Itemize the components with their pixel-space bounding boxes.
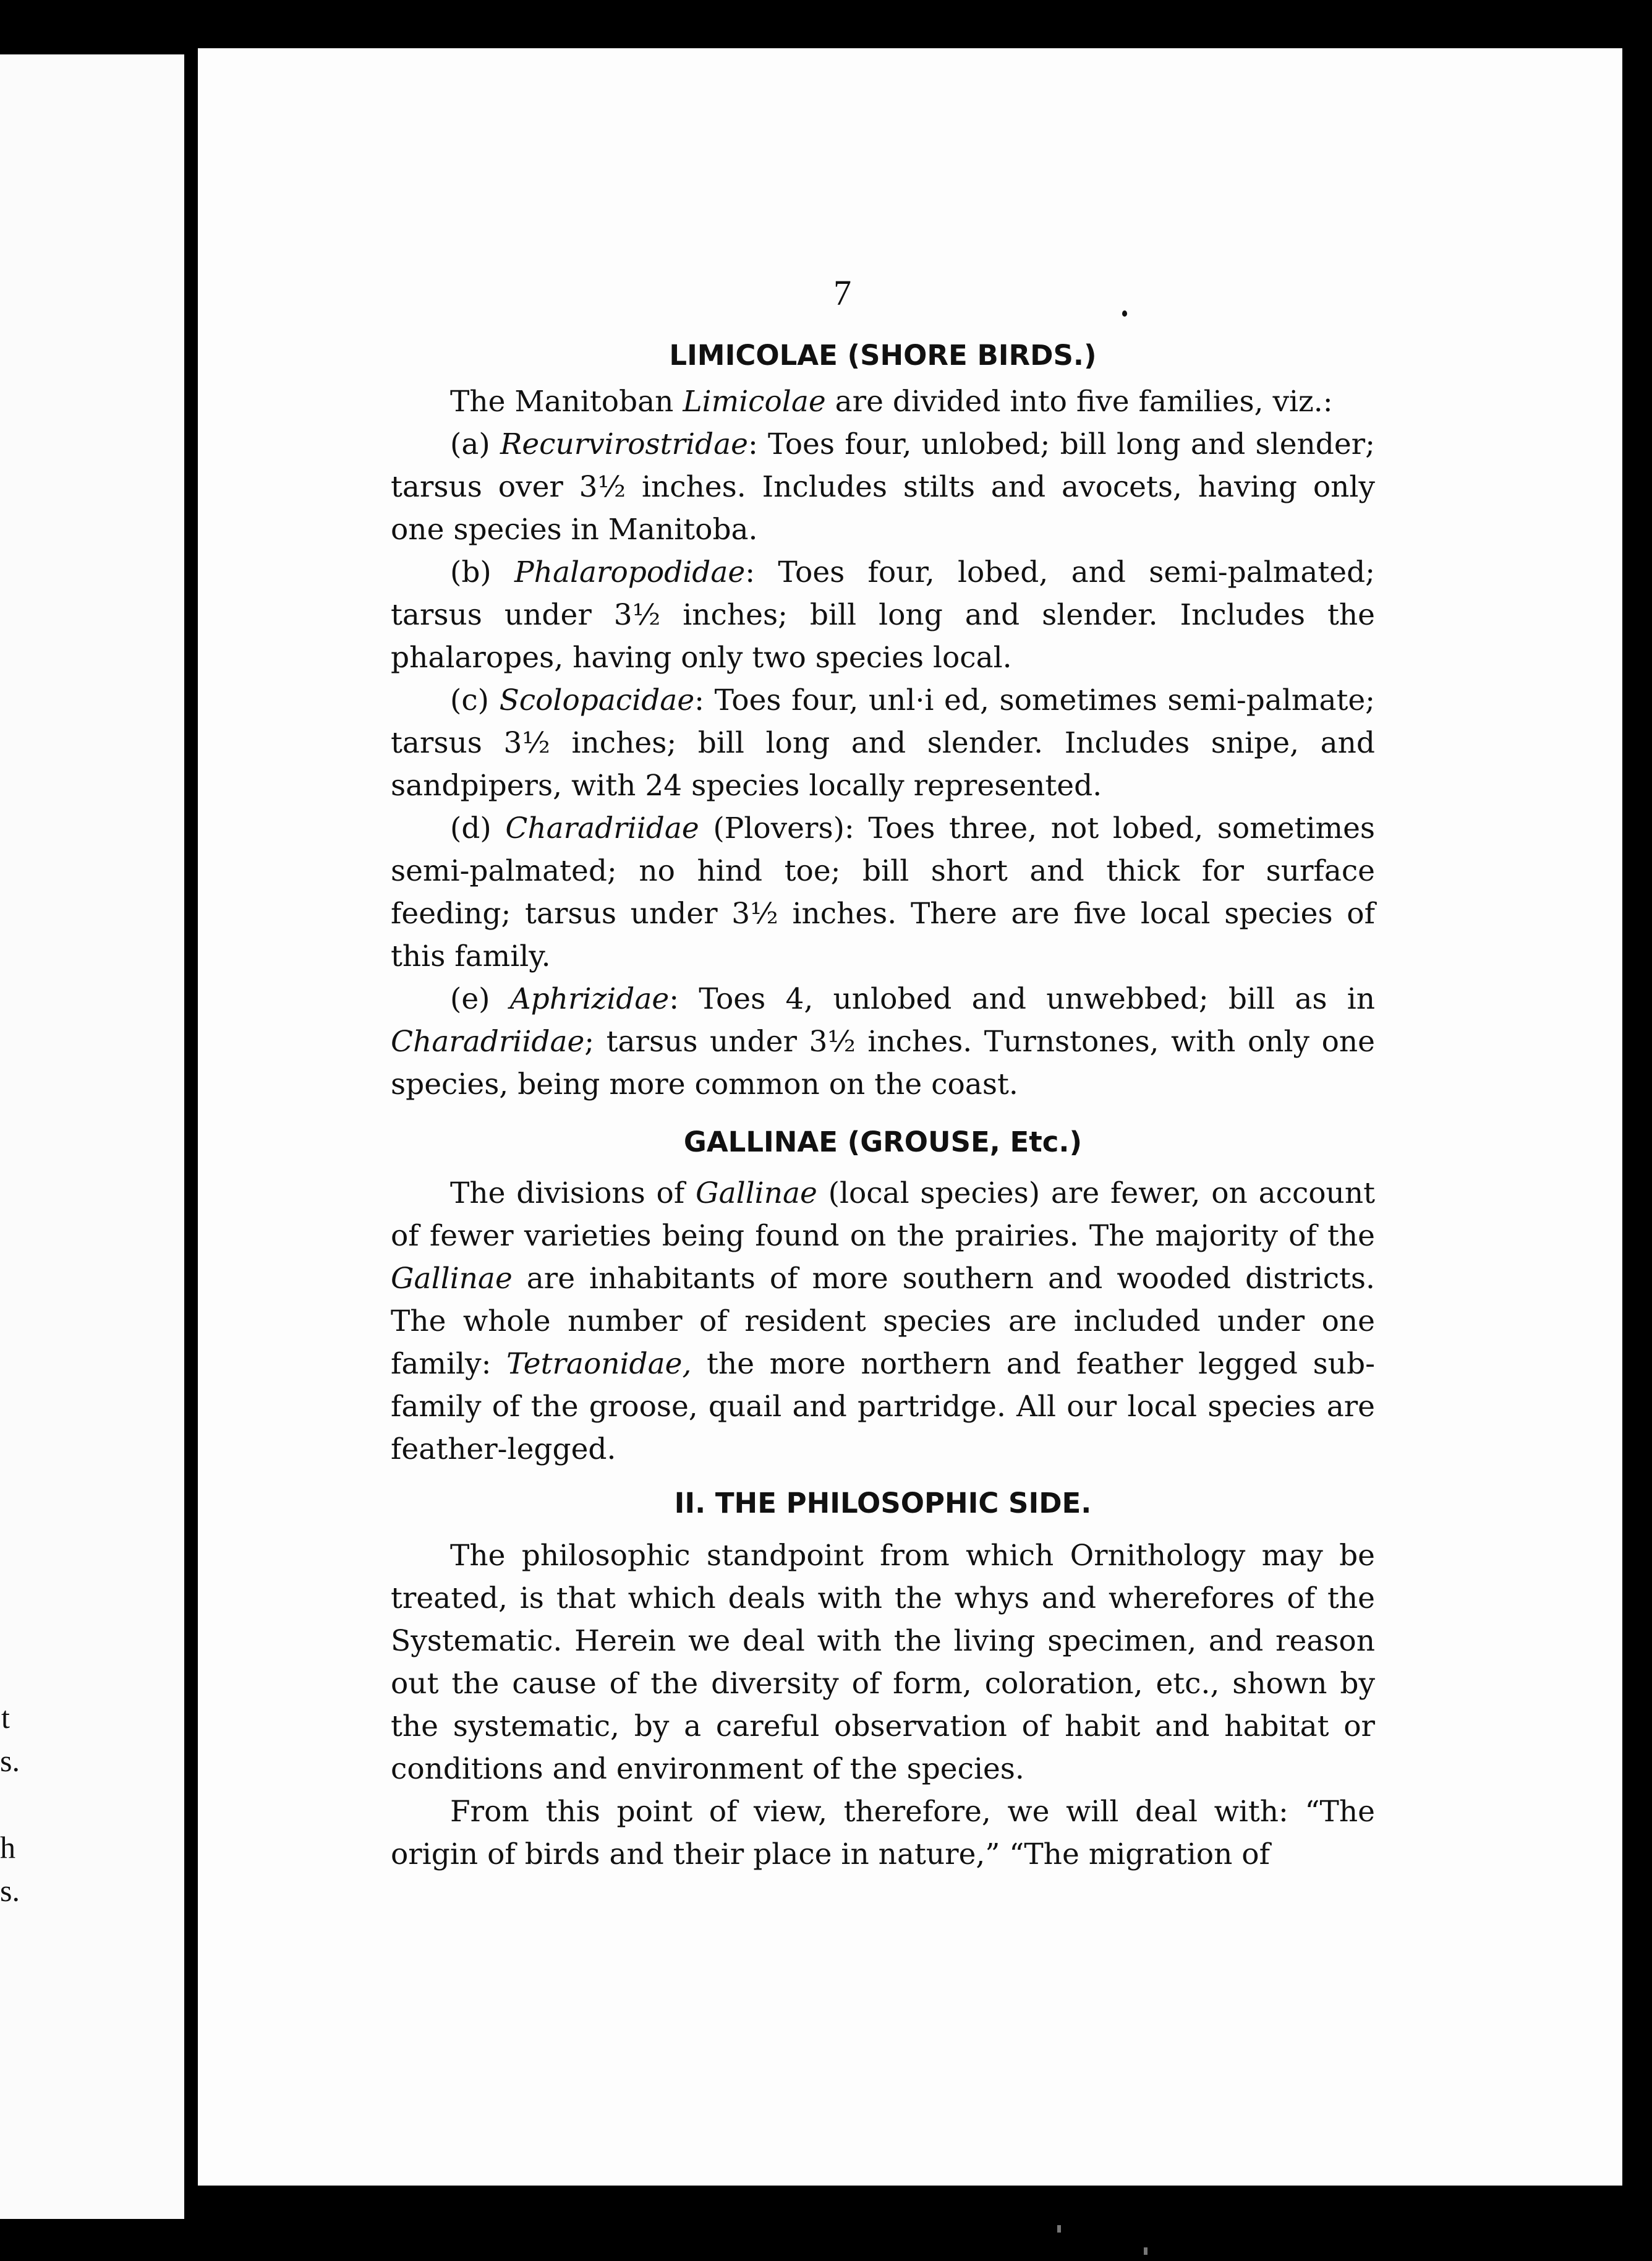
paragraph-philosophic-2: From this point of view, therefore, we will deal with: “The origin of birds and their place in nature,” “The migration of [391, 1795, 1375, 1871]
paragraph-family-d: (d) Charadriidae (Plovers): Toes three, not lobed, sometimes semi-palmated; no hind toe; bill short and thick for surface feeding; tarsus under 3½ inches. There are five local species of this family. [391, 811, 1375, 973]
left-page-fragment: h [0, 1830, 15, 1865]
section-heading-philosophic-side: II. THE PHILOSOPHIC SIDE. [674, 1487, 1092, 1519]
ink-speck [1122, 310, 1127, 317]
paragraph-intro: The Manitoban Limicolae are divided into five families, viz.: [450, 385, 1333, 419]
section-heading-gallinae: GALLINAE (GROUSE, Etc.) [683, 1126, 1083, 1158]
section-heading-limicolae: LIMICOLAE (SHORE BIRDS.) [669, 339, 1097, 372]
ink-speck [1144, 2247, 1147, 2255]
left-page-fragment: t [1, 1700, 10, 1735]
paragraph-family-e: (e) Aphrizidae: Toes 4, unlobed and unwebbed; bill as in Charadriidae; tarsus under 3½ inches. Turnstones, with only one species, being more common on the coast. [391, 982, 1375, 1101]
ink-speck [1057, 2225, 1061, 2233]
left-page-fragment: s. [0, 1873, 20, 1908]
page-text [391, 334, 1375, 1876]
left-page-fragment: s. [0, 1743, 20, 1778]
paragraph-family-c: (c) Scolopacidae: Toes four, unl·i ed, sometimes semi-palmate; tarsus 3½ inches; bill long and slender. Includes snipe, and sandpipers, with 24 species locally represented. [391, 683, 1375, 803]
left-page-edge [0, 54, 184, 2219]
page-number: 7 [833, 273, 851, 313]
paragraph-family-b: (b) Phalaropodidae: Toes four, lobed, and semi-palmated; tarsus under 3½ inches; bill long and slender. Includes the phalaropes, having only two species local. [391, 555, 1375, 675]
paragraph-family-a: (a) Recurvirostridae: Toes four, unlobed; bill long and slender; tarsus over 3½ inches. Includes stilts and avocets, having only one species in Manitoba. [391, 427, 1375, 547]
paragraph-gallinae: The divisions of Gallinae (local species) are fewer, on account of fewer varieties being found on the prairies. The majority of the Gallinae are inhabitants of more southern and wooded districts. The whole number of resident species are included under one family: Tetraonidae, the more northern and feather legged sub-family of the groose, quail and partridge. All our local species are feather-legged. [391, 1176, 1375, 1466]
paragraph-philosophic-1: The philosophic standpoint from which Ornithology may be treated, is that which deals with the whys and wherefores of the Systematic. Herein we deal with the living specimen, and reason out the cause of the diversity of form, coloration, etc., shown by the systematic, by a careful observation of habit and habitat or conditions and environment of the species. [391, 1539, 1375, 1786]
